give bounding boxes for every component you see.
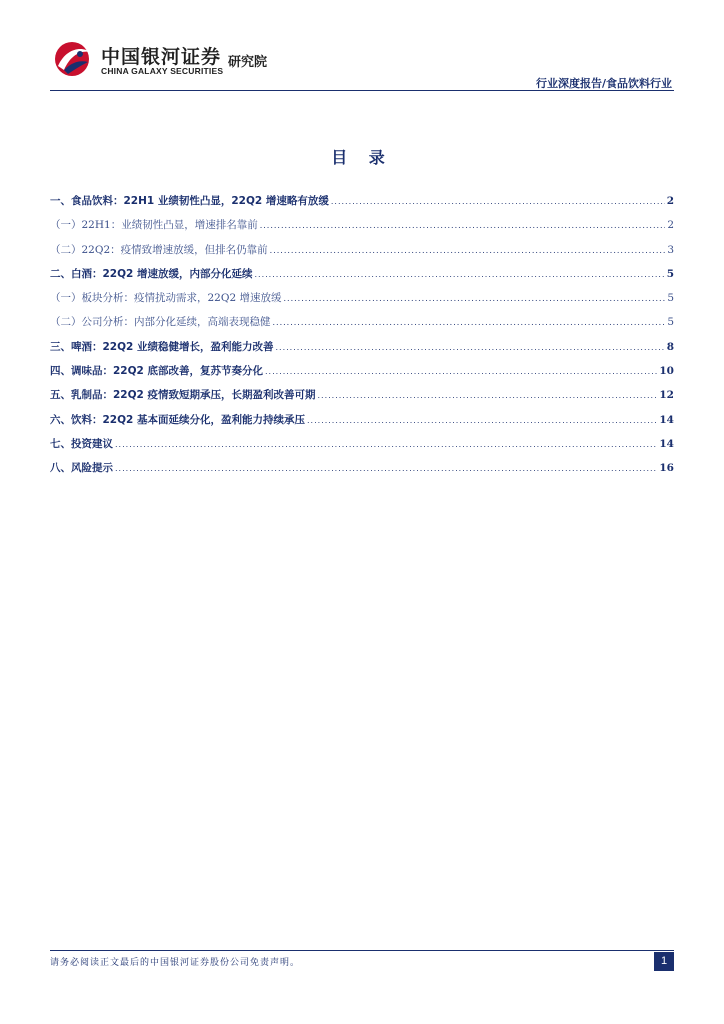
header-divider	[50, 90, 674, 91]
toc-leader-dots	[273, 314, 666, 332]
toc-entry[interactable]	[50, 265, 674, 289]
disclaimer-text: 请务必阅读正文最后的中国银河证券股份公司免责声明。	[50, 958, 301, 968]
toc-entry-label: （一）板块分析：疫情扰动需求，22Q2 增速放缓	[50, 292, 282, 305]
logo-text-cn: 中国银河证券	[101, 46, 222, 68]
toc-entry-page: 14	[659, 413, 674, 426]
toc-entry[interactable]	[50, 192, 674, 216]
toc-entry-label: 四、调味品：22Q2 底部改善，复苏节奏分化	[50, 365, 263, 378]
toc-entry-page: 8	[666, 340, 674, 353]
toc-leader-dots	[276, 339, 665, 357]
toc-entry[interactable]	[50, 459, 674, 483]
toc-entry[interactable]	[50, 386, 674, 410]
toc-entry-label: 六、饮料：22Q2 基本面延续分化，盈利能力持续承压	[50, 413, 305, 426]
toc-entry-label: 八、风险提示	[50, 462, 113, 475]
toc-entry-label: 七、投资建议	[50, 437, 113, 450]
report-type-label: 行业深度报告/食品饮料行业	[535, 77, 672, 90]
toc-entry-page: 5	[667, 316, 674, 329]
table-of-contents	[50, 192, 674, 484]
toc-leader-dots	[115, 460, 657, 478]
page-header	[0, 0, 724, 92]
toc-leader-dots	[318, 387, 658, 405]
footer-divider	[50, 950, 674, 951]
toc-entry[interactable]	[50, 289, 674, 313]
toc-entry-page: 12	[659, 389, 674, 402]
toc-entry-page: 2	[667, 219, 674, 232]
toc-entry-page: 5	[667, 292, 674, 305]
toc-leader-dots	[260, 217, 666, 235]
toc-entry[interactable]	[50, 313, 674, 337]
toc-entry-label: （二）公司分析：内部分化延续，高端表现稳健	[50, 316, 271, 329]
toc-entry-label: 一、食品饮料：22H1 业绩韧性凸显，22Q2 增速略有放缓	[50, 195, 329, 207]
toc-entry[interactable]	[50, 338, 674, 362]
toc-entry[interactable]	[50, 411, 674, 435]
toc-entry[interactable]	[50, 241, 674, 265]
toc-entry[interactable]	[50, 362, 674, 386]
logo-text-en: CHINA GALAXY SECURITIES	[101, 66, 224, 76]
toc-entry-page: 14	[659, 437, 674, 450]
toc-title: 目 录	[331, 148, 393, 167]
toc-entry-page: 3	[667, 243, 674, 256]
toc-entry-label: （二）22Q2：疫情致增速放缓，但排名仍靠前	[50, 243, 268, 256]
china-galaxy-logo-icon	[50, 40, 94, 78]
toc-leader-dots	[265, 363, 657, 381]
toc-entry-label: （一）22H1：业绩韧性凸显，增速排名靠前	[50, 219, 258, 232]
toc-entry-label: 三、啤酒：22Q2 业绩稳健增长，盈利能力改善	[50, 340, 274, 353]
toc-entry[interactable]	[50, 435, 674, 459]
institute-label: 研究院	[228, 55, 268, 70]
toc-entry-page: 2	[666, 195, 674, 207]
toc-leader-dots	[331, 193, 665, 211]
toc-entry-page: 16	[659, 462, 674, 475]
page-number-badge: 1	[654, 952, 674, 971]
toc-entry[interactable]	[50, 216, 674, 240]
toc-leader-dots	[255, 266, 665, 284]
toc-leader-dots	[270, 242, 666, 260]
toc-leader-dots	[307, 412, 657, 430]
toc-leader-dots	[284, 290, 666, 308]
toc-entry-label: 五、乳制品：22Q2 疫情致短期承压，长期盈利改善可期	[50, 389, 316, 402]
toc-entry-page: 10	[659, 365, 674, 378]
toc-entry-label: 二、白酒：22Q2 增速放缓，内部分化延续	[50, 267, 253, 280]
toc-leader-dots	[115, 436, 657, 454]
toc-entry-page: 5	[666, 267, 674, 280]
